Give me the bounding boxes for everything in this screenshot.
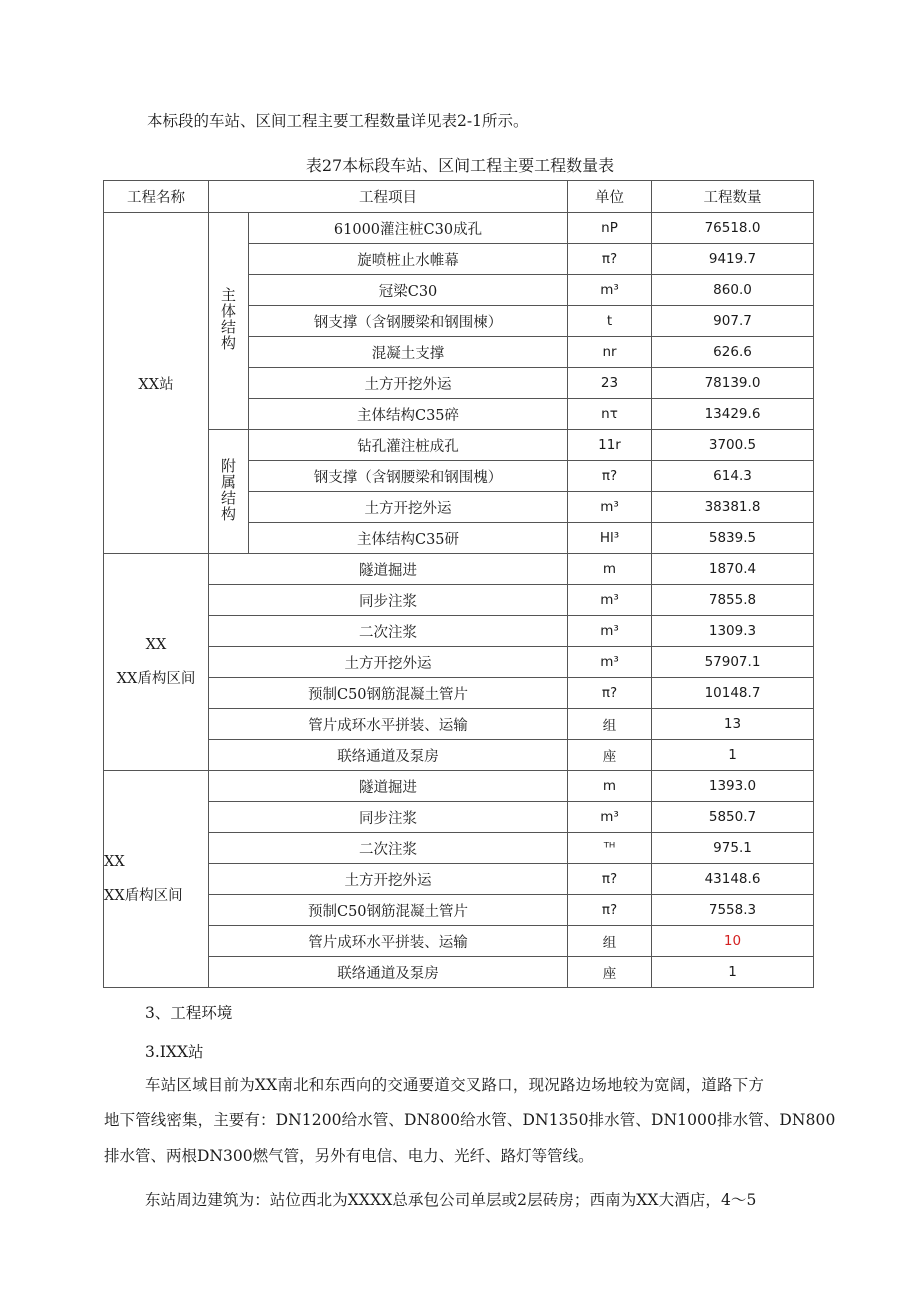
table-row (104, 430, 814, 461)
unit-cell: π? (568, 864, 652, 895)
qty-cell: 1870.4 (652, 554, 814, 585)
unit-cell: m³ (568, 275, 652, 306)
table-row (104, 585, 814, 616)
item-cell: 管片成环水平拼装、运输 (209, 709, 568, 740)
qty-cell: 614.3 (652, 461, 814, 492)
unit-cell: t (568, 306, 652, 337)
table-row (104, 740, 814, 771)
item-cell: 管片成环水平拼装、运输 (209, 926, 568, 957)
unit-cell: π? (568, 678, 652, 709)
qty-cell: 78139.0 (652, 368, 814, 399)
unit-cell: π? (568, 244, 652, 275)
item-cell: 二次注浆 (209, 833, 568, 864)
table-row (104, 554, 814, 585)
paragraph-line: 排水管、两根DN300燃气管，另外有电信、电力、光纤、路灯等管线。 (104, 1147, 594, 1165)
qty-cell: 1309.3 (652, 616, 814, 647)
qty-cell: 76518.0 (652, 213, 814, 244)
unit-cell: π? (568, 461, 652, 492)
item-cell: 混凝土支撑 (249, 337, 568, 368)
item-cell: 隧道掘进 (209, 771, 568, 802)
header-qty: 工程数量 (652, 181, 814, 213)
intro-paragraph: 本标段的车站、区间工程主要工程数量详见表2-1所示。 (147, 112, 529, 130)
unit-cell: m³ (568, 802, 652, 833)
qty-cell: 5850.7 (652, 802, 814, 833)
table-row (104, 678, 814, 709)
item-cell: 土方开挖外运 (249, 368, 568, 399)
header-name: 工程名称 (104, 181, 209, 213)
paragraph-line: 地下管线密集，主要有：DN1200给水管、DN800给水管、DN1350排水管、DN1000排水管、DN800 (104, 1111, 836, 1129)
item-cell: 钢支撑（含钢腰梁和钢围楝） (249, 306, 568, 337)
unit-cell: m³ (568, 647, 652, 678)
table-row (104, 647, 814, 678)
section-name-line: XX盾构区间 (116, 671, 196, 687)
station-name-cell: XX站 (104, 213, 209, 554)
subgroup-label: 主体结构 (219, 287, 237, 351)
section-name-line: XX (104, 854, 125, 870)
item-cell: 旋喷桩止水帷幕 (249, 244, 568, 275)
paragraph-line: 车站区域目前为XX南北和东西向的交通要道交叉路口，现况路边场地较为宽阔，道路下方 (145, 1076, 765, 1094)
item-cell: 冠梁C30 (249, 275, 568, 306)
item-cell: 联络通道及泵房 (209, 740, 568, 771)
table-row (104, 926, 814, 957)
item-cell: 预制C50钢筋混凝土管片 (209, 895, 568, 926)
table-row (104, 213, 814, 244)
unit-cell: π? (568, 895, 652, 926)
table-row (104, 833, 814, 864)
table-row (104, 864, 814, 895)
table-row (104, 802, 814, 833)
unit-cell: Hl³ (568, 523, 652, 554)
unit-cell: m³ (568, 616, 652, 647)
item-cell: 土方开挖外运 (249, 492, 568, 523)
header-unit: 单位 (568, 181, 652, 213)
unit-cell: m (568, 771, 652, 802)
qty-cell: 860.0 (652, 275, 814, 306)
section2-name-cell (104, 771, 209, 988)
qty-cell: 57907.1 (652, 647, 814, 678)
qty-cell: 1 (652, 957, 814, 988)
subgroup-label-cell (209, 213, 249, 430)
quantity-table (103, 180, 814, 988)
table-row (104, 957, 814, 988)
table-row (104, 895, 814, 926)
header-item: 工程项目 (209, 181, 568, 213)
qty-cell: 7558.3 (652, 895, 814, 926)
section-heading: 3、工程环境 (145, 1004, 233, 1022)
table-header-row (104, 181, 814, 213)
qty-cell: 7855.8 (652, 585, 814, 616)
qty-cell: 13 (652, 709, 814, 740)
item-cell: 土方开挖外运 (209, 647, 568, 678)
unit-cell: ᵀᴴ (568, 833, 652, 864)
unit-cell: 23 (568, 368, 652, 399)
unit-cell: 座 (568, 957, 652, 988)
unit-cell: nP (568, 213, 652, 244)
unit-cell: nr (568, 337, 652, 368)
unit-cell: nτ (568, 399, 652, 430)
section1-name-cell (104, 554, 209, 771)
subgroup-label: 附属结构 (219, 457, 237, 522)
qty-cell: 10148.7 (652, 678, 814, 709)
qty-cell: 13429.6 (652, 399, 814, 430)
qty-cell: 907.7 (652, 306, 814, 337)
table-row (104, 616, 814, 647)
section-name-line: XX盾构区间 (104, 888, 183, 904)
item-cell: 同步注浆 (209, 585, 568, 616)
item-cell: 土方开挖外运 (209, 864, 568, 895)
qty-cell: 1393.0 (652, 771, 814, 802)
item-cell: 主体结构C35研 (249, 523, 568, 554)
section-name-line: XX (145, 637, 167, 653)
item-cell: 主体结构C35碎 (249, 399, 568, 430)
unit-cell: m³ (568, 585, 652, 616)
item-cell: 隧道掘进 (209, 554, 568, 585)
unit-cell: 座 (568, 740, 652, 771)
paragraph-line: 东站周边建筑为：站位西北为XXXX总承包公司单层或2层砖房；西南为XX大酒店，4～5 (145, 1191, 757, 1209)
sub-heading: 3.IXX站 (145, 1043, 204, 1061)
qty-cell: 38381.8 (652, 492, 814, 523)
item-cell: 钢支撑（含钢腰梁和钢围槐） (249, 461, 568, 492)
qty-cell: 626.6 (652, 337, 814, 368)
unit-cell: m³ (568, 492, 652, 523)
qty-cell: 43148.6 (652, 864, 814, 895)
unit-cell: m (568, 554, 652, 585)
qty-cell: 5839.5 (652, 523, 814, 554)
unit-cell: 11r (568, 430, 652, 461)
item-cell: 预制C50钢筋混凝土管片 (209, 678, 568, 709)
item-cell: 联络通道及泵房 (209, 957, 568, 988)
qty-cell: 3700.5 (652, 430, 814, 461)
item-cell: 二次注浆 (209, 616, 568, 647)
unit-cell: 组 (568, 709, 652, 740)
table-caption: 表27本标段车站、区间工程主要工程数量表 (305, 156, 615, 175)
item-cell: 同步注浆 (209, 802, 568, 833)
qty-cell: 9419.7 (652, 244, 814, 275)
subgroup-label-cell (209, 430, 249, 554)
unit-cell: 组 (568, 926, 652, 957)
item-cell: 61000灌注桩C30成孔 (249, 213, 568, 244)
qty-cell: 10 (652, 926, 814, 957)
item-cell: 钻孔灌注桩成孔 (249, 430, 568, 461)
qty-cell: 1 (652, 740, 814, 771)
table-row (104, 709, 814, 740)
qty-cell: 975.1 (652, 833, 814, 864)
table-row (104, 771, 814, 802)
